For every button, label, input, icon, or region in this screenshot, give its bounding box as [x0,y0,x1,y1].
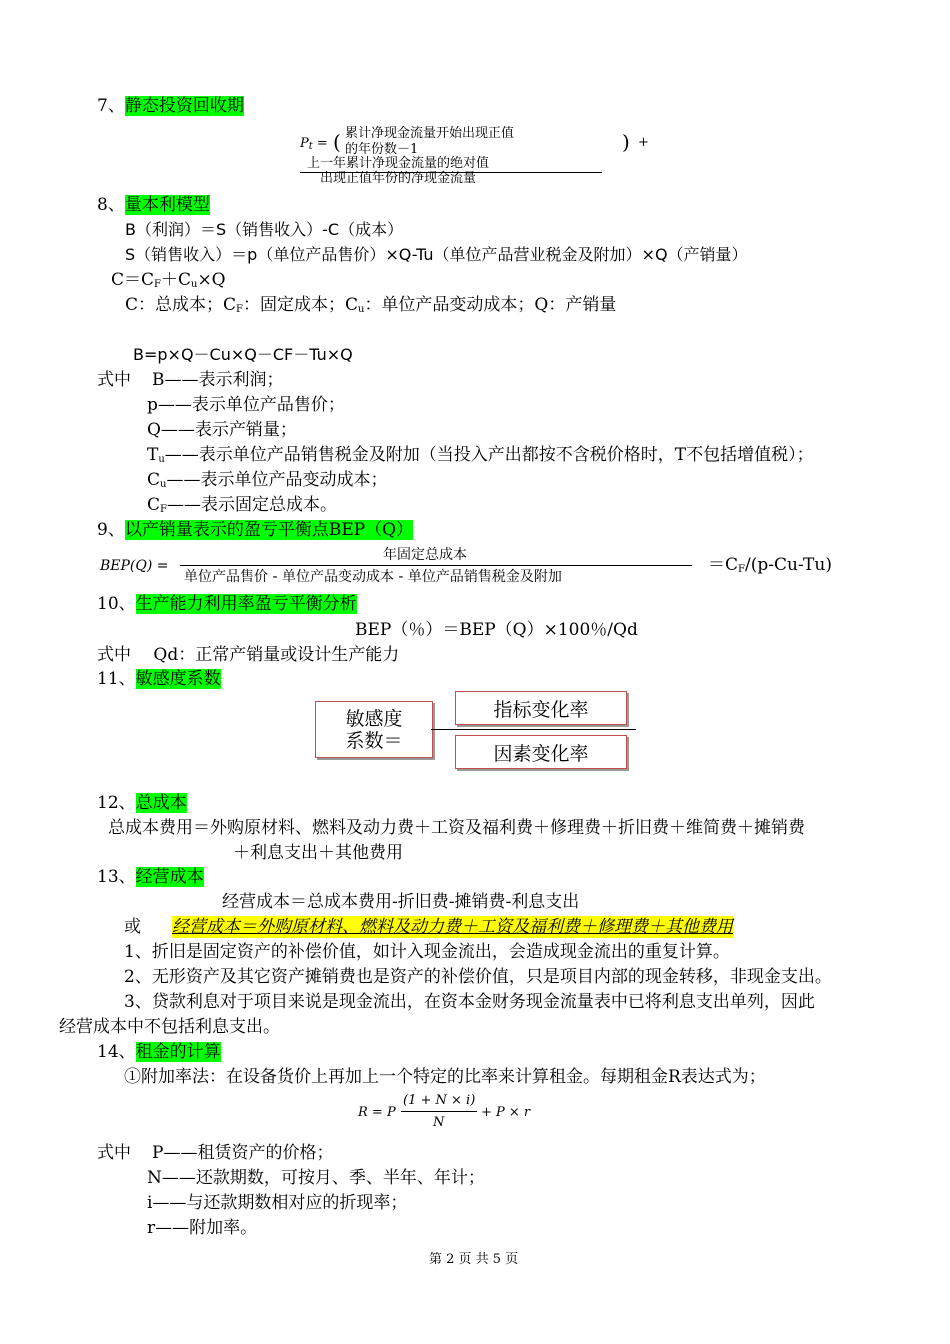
note-2: 2、无形资产及其它资产摊销费也是资产的补偿价值，只是项目内部的现金转移，非现金支出。 [124,967,832,987]
revenue-definition: S（销售收入）＝p（单位产品售价）×Q-Tu（单位产品营业税金及附加）×Q（产销量） [125,245,748,264]
rent-formula-rhs: + P × r [481,1105,531,1120]
def-b: B——表示利润； [152,370,284,390]
section-9-heading [97,519,413,541]
sensitivity-label-box [315,701,433,758]
total-cost-line2: ＋利息支出＋其他费用 [233,843,403,863]
section-8-heading [97,194,210,216]
box-bottom-text: 因素变化率 [493,742,589,765]
sensitivity-fraction-bar [431,729,636,730]
def-tu: $T_u——$表示单位产品销售税金及附加（当投入产出都按不含税价格时，T不包括增值税）； [147,445,814,465]
brace-top: 累计净现金流量开始出现正值 [345,126,515,141]
total-cost-line1: 总成本费用＝外购原材料、燃料及动力费＋工资及福利费＋修理费＋折旧费＋维简费＋摊销费 [108,818,805,838]
operating-cost-alt: 经营成本＝外购原材料、燃料及动力费＋工资及福利费＋修理费＋其他费用 [172,917,733,937]
operating-cost-formula: 经营成本＝总成本费用-折旧费-摊销费-利息支出 [222,892,580,912]
bep-lhs: BEP(Q) = [100,558,169,574]
left-brace-icon: ( [333,130,341,154]
section-number: 13、 [97,867,136,887]
section-title: 静态投资回收期 [124,96,244,116]
note-3-cont: 经营成本中不包括利息支出。 [59,1017,280,1037]
section-number: 9、 [97,520,125,540]
box-left-line1: 敏感度 [345,707,403,730]
page-footer: 第 2 页 共 5 页 [429,1252,519,1267]
section-number: 7、 [97,96,125,116]
section-12-heading [97,792,187,814]
section-title: 总成本 [135,793,187,813]
section-title: 经营成本 [135,867,204,887]
qd-definition: 式中 Qd：正常产销量或设计生产能力 [97,645,400,665]
def-N: N——还款期数，可按月、季、半年、年计； [147,1168,485,1188]
where-label: 式中 [97,370,131,390]
section-title: 生产能力利用率盈亏平衡分析 [135,594,357,614]
section-number: 12、 [97,793,136,813]
profit-formula: B=p×Q－Cu×Q－CF－Tu×Q [133,345,353,364]
add-rate-method: ①附加率法：在设备货价上再加上一个特定的比率来计算租金。每期租金R表达式为； [124,1067,766,1087]
section-title: 量本利模型 [124,195,210,215]
def-p: p——表示单位产品售价； [147,395,345,415]
section-number: 11、 [97,669,136,689]
where-label-14: 式中 [97,1143,131,1163]
formula-lhs: $P_t$ = [300,136,328,152]
section-number: 8、 [97,195,125,215]
def-P: P——租赁资产的价格； [152,1143,334,1163]
section-title: 租金的计算 [135,1042,221,1062]
section-7-heading [97,95,244,117]
section-number: 10、 [97,594,136,614]
formula-plus: + [638,135,649,150]
brace-bottom: 的年份数－1 [345,142,419,157]
rent-formula-num: (1 + N × i) [403,1093,476,1108]
or-label: 或 [124,917,141,937]
factor-change-box [455,735,627,769]
def-i: i——与还款期数相对应的折现率； [147,1193,408,1213]
section-11-heading [97,668,221,690]
def-cu: $C_u——$表示单位产品变动成本； [147,470,388,490]
fraction-numerator: 上一年累计净现金流量的绝对值 [307,156,490,171]
def-q: Q——表示产销量； [147,420,297,440]
note-3: 3、贷款利息对于项目来说是现金流出，在资本金财务现金流量表中已将利息支出单列，因此 [124,992,815,1012]
cost-legend: C：总成本；$C_F$：固定成本；$C_u$：单位产品变动成本；Q：产销量 [125,295,617,315]
section-14-heading [97,1041,221,1063]
profit-definition: B（利润）＝S（销售收入）-C（成本） [125,220,404,239]
rent-formula-lhs: R = P [358,1105,396,1120]
bep-numerator: 年固定总成本 [383,547,467,563]
fraction-denominator: 出现正值年份的净现金流量 [320,171,477,186]
section-number: 14、 [97,1042,136,1062]
bep-rhs: $=C_F/(p-Cu-Tu)$ [708,555,832,575]
section-13-heading [97,866,204,888]
def-cf: $C_F——$表示固定总成本。 [147,495,337,515]
section-title: 以产销量表示的盈亏平衡点BEP（Q） [124,520,414,540]
section-title: 敏感度系数 [135,669,221,689]
bep-percent-formula: BEP（％）＝BEP（Q）×100％/Qd [355,620,638,640]
box-top-text: 指标变化率 [493,698,589,721]
cost-formula: $C=C_F+C_u\times Q$ [111,270,226,290]
def-r: r——附加率。 [147,1218,258,1238]
note-1: 1、折旧是固定资产的补偿价值，如计入现金流出，会造成现金流出的重复计算。 [124,942,730,962]
bep-denominator: 单位产品售价 - 单位产品变动成本 - 单位产品销售税金及附加 [184,569,562,585]
section-10-heading [97,593,357,615]
right-brace-icon: ) [622,130,630,154]
rent-formula-den: N [433,1115,445,1130]
indicator-change-box [455,691,627,725]
box-left-line2: 系数＝ [345,729,403,752]
